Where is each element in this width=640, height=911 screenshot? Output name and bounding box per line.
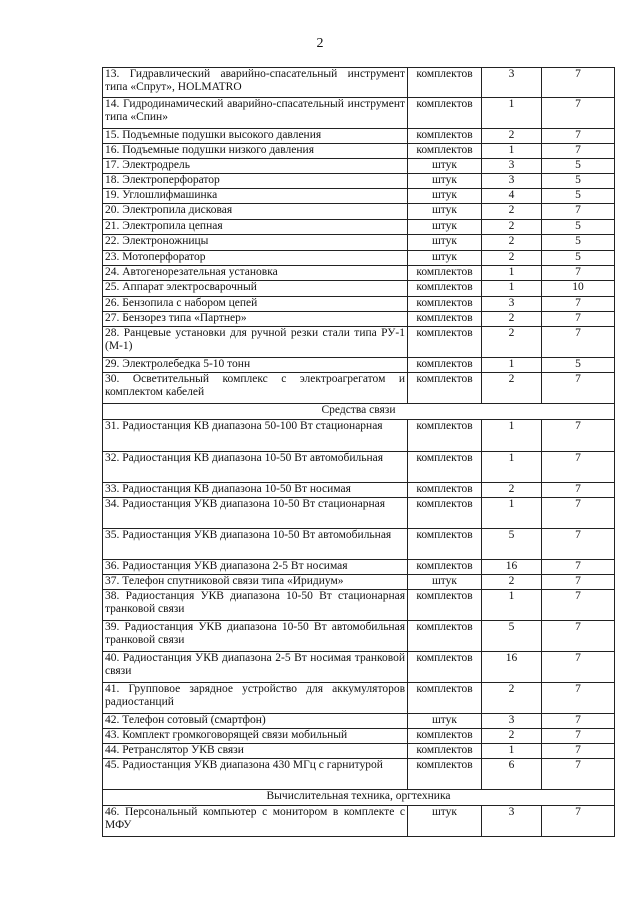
table-row bbox=[103, 729, 615, 744]
table-row bbox=[103, 621, 615, 652]
service-life-cell: 7 bbox=[542, 297, 615, 312]
quantity-cell: 1 bbox=[482, 98, 542, 129]
section-row bbox=[103, 404, 615, 420]
table-row bbox=[103, 759, 615, 790]
service-life-cell: 7 bbox=[542, 452, 615, 483]
unit-cell: комплектов bbox=[408, 129, 482, 144]
unit-cell: комплектов bbox=[408, 560, 482, 575]
item-name-cell: 15. Подъемные подушки высокого давления bbox=[103, 129, 408, 144]
table-row bbox=[103, 590, 615, 621]
unit-cell: комплектов bbox=[408, 281, 482, 297]
quantity-cell: 2 bbox=[482, 220, 542, 235]
service-life-cell: 5 bbox=[542, 235, 615, 251]
table-row bbox=[103, 204, 615, 220]
item-name-cell: 25. Аппарат электросварочный bbox=[103, 281, 408, 297]
item-name-cell: 41. Групповое зарядное устройство для аккумуляторов радиостанций bbox=[103, 683, 408, 714]
unit-cell: комплектов bbox=[408, 373, 482, 404]
table-row bbox=[103, 281, 615, 297]
table-row bbox=[103, 420, 615, 452]
service-life-cell: 7 bbox=[542, 373, 615, 404]
table-row bbox=[103, 98, 615, 129]
quantity-cell: 2 bbox=[482, 204, 542, 220]
table-row bbox=[103, 560, 615, 575]
service-life-cell: 5 bbox=[542, 159, 615, 174]
section-heading: Вычислительная техника, оргтехника bbox=[103, 790, 615, 806]
service-life-cell: 7 bbox=[542, 652, 615, 683]
unit-cell: комплектов bbox=[408, 98, 482, 129]
unit-cell: комплектов bbox=[408, 358, 482, 373]
quantity-cell: 2 bbox=[482, 251, 542, 266]
quantity-cell: 3 bbox=[482, 297, 542, 312]
service-life-cell: 7 bbox=[542, 483, 615, 498]
unit-cell: комплектов bbox=[408, 452, 482, 483]
item-name-cell: 24. Автогенорезательная установка bbox=[103, 266, 408, 281]
item-name-cell: 18. Электроперфоратор bbox=[103, 174, 408, 189]
service-life-cell: 7 bbox=[542, 759, 615, 790]
quantity-cell: 3 bbox=[482, 714, 542, 729]
unit-cell: комплектов bbox=[408, 297, 482, 312]
unit-cell: комплектов bbox=[408, 744, 482, 759]
table-row bbox=[103, 251, 615, 266]
item-name-cell: 32. Радиостанция КВ диапазона 10-50 Вт автомобильная bbox=[103, 452, 408, 483]
service-life-cell: 7 bbox=[542, 129, 615, 144]
service-life-cell: 5 bbox=[542, 189, 615, 204]
unit-cell: комплектов bbox=[408, 266, 482, 281]
service-life-cell: 7 bbox=[542, 714, 615, 729]
unit-cell: штук bbox=[408, 714, 482, 729]
service-life-cell: 7 bbox=[542, 575, 615, 590]
unit-cell: штук bbox=[408, 251, 482, 266]
service-life-cell: 7 bbox=[542, 590, 615, 621]
unit-cell: комплектов bbox=[408, 729, 482, 744]
quantity-cell: 3 bbox=[482, 68, 542, 98]
quantity-cell: 1 bbox=[482, 590, 542, 621]
table-row bbox=[103, 498, 615, 529]
service-life-cell: 7 bbox=[542, 98, 615, 129]
item-name-cell: 19. Углошлифмашинка bbox=[103, 189, 408, 204]
unit-cell: комплектов bbox=[408, 683, 482, 714]
quantity-cell: 2 bbox=[482, 483, 542, 498]
unit-cell: комплектов bbox=[408, 652, 482, 683]
table-row bbox=[103, 297, 615, 312]
quantity-cell: 2 bbox=[482, 312, 542, 327]
service-life-cell: 7 bbox=[542, 327, 615, 358]
equipment-table bbox=[102, 67, 615, 837]
item-name-cell: 38. Радиостанция УКВ диапазона 10-50 Вт стационарная транковой связи bbox=[103, 590, 408, 621]
unit-cell: штук bbox=[408, 159, 482, 174]
service-life-cell: 7 bbox=[542, 266, 615, 281]
quantity-cell: 2 bbox=[482, 373, 542, 404]
item-name-cell: 27. Бензорез типа «Партнер» bbox=[103, 312, 408, 327]
quantity-cell: 2 bbox=[482, 729, 542, 744]
quantity-cell: 1 bbox=[482, 452, 542, 483]
table-row bbox=[103, 144, 615, 159]
table-row bbox=[103, 683, 615, 714]
unit-cell: комплектов bbox=[408, 327, 482, 358]
item-name-cell: 30. Осветительный комплекс с электроагрегатом и комплектом кабелей bbox=[103, 373, 408, 404]
item-name-cell: 43. Комплект громкоговорящей связи мобильный bbox=[103, 729, 408, 744]
section-row bbox=[103, 790, 615, 806]
table-row bbox=[103, 312, 615, 327]
unit-cell: штук bbox=[408, 204, 482, 220]
table-row bbox=[103, 220, 615, 235]
item-name-cell: 26. Бензопила с набором цепей bbox=[103, 297, 408, 312]
unit-cell: штук bbox=[408, 220, 482, 235]
service-life-cell: 7 bbox=[542, 729, 615, 744]
quantity-cell: 3 bbox=[482, 806, 542, 837]
unit-cell: штук bbox=[408, 806, 482, 837]
service-life-cell: 7 bbox=[542, 68, 615, 98]
quantity-cell: 3 bbox=[482, 174, 542, 189]
table-row bbox=[103, 483, 615, 498]
table-row bbox=[103, 327, 615, 358]
service-life-cell: 5 bbox=[542, 251, 615, 266]
service-life-cell: 7 bbox=[542, 529, 615, 560]
item-name-cell: 28. Ранцевые установки для ручной резки стали типа РУ-1 (М-1) bbox=[103, 327, 408, 358]
service-life-cell: 7 bbox=[542, 144, 615, 159]
service-life-cell: 5 bbox=[542, 174, 615, 189]
item-name-cell: 17. Электродрель bbox=[103, 159, 408, 174]
table-row bbox=[103, 235, 615, 251]
table-row bbox=[103, 529, 615, 560]
item-name-cell: 20. Электропила дисковая bbox=[103, 204, 408, 220]
table-row bbox=[103, 452, 615, 483]
unit-cell: комплектов bbox=[408, 483, 482, 498]
item-name-cell: 39. Радиостанция УКВ диапазона 10-50 Вт автомобильная транковой связи bbox=[103, 621, 408, 652]
unit-cell: комплектов bbox=[408, 590, 482, 621]
item-name-cell: 40. Радиостанция УКВ диапазона 2-5 Вт носимая транковой связи bbox=[103, 652, 408, 683]
section-heading: Средства связи bbox=[103, 404, 615, 420]
service-life-cell: 5 bbox=[542, 220, 615, 235]
table-row bbox=[103, 358, 615, 373]
table-row bbox=[103, 68, 615, 98]
service-life-cell: 7 bbox=[542, 621, 615, 652]
quantity-cell: 6 bbox=[482, 759, 542, 790]
unit-cell: комплектов bbox=[408, 621, 482, 652]
item-name-cell: 42. Телефон сотовый (смартфон) bbox=[103, 714, 408, 729]
item-name-cell: 37. Телефон спутниковой связи типа «Иридиум» bbox=[103, 575, 408, 590]
quantity-cell: 1 bbox=[482, 744, 542, 759]
item-name-cell: 45. Радиостанция УКВ диапазона 430 МГц с гарнитурой bbox=[103, 759, 408, 790]
quantity-cell: 16 bbox=[482, 652, 542, 683]
item-name-cell: 46. Персональный компьютер с монитором в комплекте с МФУ bbox=[103, 806, 408, 837]
service-life-cell: 7 bbox=[542, 420, 615, 452]
quantity-cell: 4 bbox=[482, 189, 542, 204]
unit-cell: штук bbox=[408, 174, 482, 189]
quantity-cell: 3 bbox=[482, 159, 542, 174]
item-name-cell: 31. Радиостанция КВ диапазона 50-100 Вт стационарная bbox=[103, 420, 408, 452]
unit-cell: штук bbox=[408, 235, 482, 251]
service-life-cell: 7 bbox=[542, 312, 615, 327]
quantity-cell: 1 bbox=[482, 358, 542, 373]
table-row bbox=[103, 575, 615, 590]
table-row bbox=[103, 714, 615, 729]
table-row bbox=[103, 652, 615, 683]
item-name-cell: 23. Мотоперфоратор bbox=[103, 251, 408, 266]
table-row bbox=[103, 744, 615, 759]
service-life-cell: 7 bbox=[542, 744, 615, 759]
unit-cell: комплектов bbox=[408, 759, 482, 790]
service-life-cell: 7 bbox=[542, 498, 615, 529]
quantity-cell: 2 bbox=[482, 129, 542, 144]
quantity-cell: 1 bbox=[482, 498, 542, 529]
table-row bbox=[103, 129, 615, 144]
table-row bbox=[103, 159, 615, 174]
unit-cell: штук bbox=[408, 575, 482, 590]
unit-cell: комплектов bbox=[408, 529, 482, 560]
quantity-cell: 2 bbox=[482, 327, 542, 358]
item-name-cell: 14. Гидродинамический аварийно-спасательный инструмент типа «Спин» bbox=[103, 98, 408, 129]
table-row bbox=[103, 373, 615, 404]
quantity-cell: 1 bbox=[482, 144, 542, 159]
item-name-cell: 16. Подъемные подушки низкого давления bbox=[103, 144, 408, 159]
service-life-cell: 7 bbox=[542, 560, 615, 575]
item-name-cell: 13. Гидравлический аварийно-спасательный инструмент типа «Спрут», HOLMATRO bbox=[103, 68, 408, 98]
unit-cell: штук bbox=[408, 189, 482, 204]
service-life-cell: 10 bbox=[542, 281, 615, 297]
item-name-cell: 34. Радиостанция УКВ диапазона 10-50 Вт стационарная bbox=[103, 498, 408, 529]
quantity-cell: 2 bbox=[482, 575, 542, 590]
table-row bbox=[103, 174, 615, 189]
item-name-cell: 21. Электропила цепная bbox=[103, 220, 408, 235]
item-name-cell: 35. Радиостанция УКВ диапазона 10-50 Вт автомобильная bbox=[103, 529, 408, 560]
unit-cell: комплектов bbox=[408, 312, 482, 327]
item-name-cell: 44. Ретранслятор УКВ связи bbox=[103, 744, 408, 759]
quantity-cell: 1 bbox=[482, 420, 542, 452]
item-name-cell: 33. Радиостанция КВ диапазона 10-50 Вт носимая bbox=[103, 483, 408, 498]
quantity-cell: 16 bbox=[482, 560, 542, 575]
table-row bbox=[103, 806, 615, 837]
item-name-cell: 36. Радиостанция УКВ диапазона 2-5 Вт носимая bbox=[103, 560, 408, 575]
quantity-cell: 1 bbox=[482, 266, 542, 281]
table-row bbox=[103, 189, 615, 204]
service-life-cell: 7 bbox=[542, 806, 615, 837]
unit-cell: комплектов bbox=[408, 68, 482, 98]
item-name-cell: 22. Электроножницы bbox=[103, 235, 408, 251]
quantity-cell: 2 bbox=[482, 235, 542, 251]
unit-cell: комплектов bbox=[408, 144, 482, 159]
unit-cell: комплектов bbox=[408, 498, 482, 529]
quantity-cell: 5 bbox=[482, 529, 542, 560]
quantity-cell: 2 bbox=[482, 683, 542, 714]
unit-cell: комплектов bbox=[408, 420, 482, 452]
service-life-cell: 5 bbox=[542, 358, 615, 373]
service-life-cell: 7 bbox=[542, 204, 615, 220]
quantity-cell: 1 bbox=[482, 281, 542, 297]
table-row bbox=[103, 266, 615, 281]
quantity-cell: 5 bbox=[482, 621, 542, 652]
service-life-cell: 7 bbox=[542, 683, 615, 714]
page-number: 2 bbox=[316, 36, 324, 51]
item-name-cell: 29. Электролебедка 5-10 тонн bbox=[103, 358, 408, 373]
